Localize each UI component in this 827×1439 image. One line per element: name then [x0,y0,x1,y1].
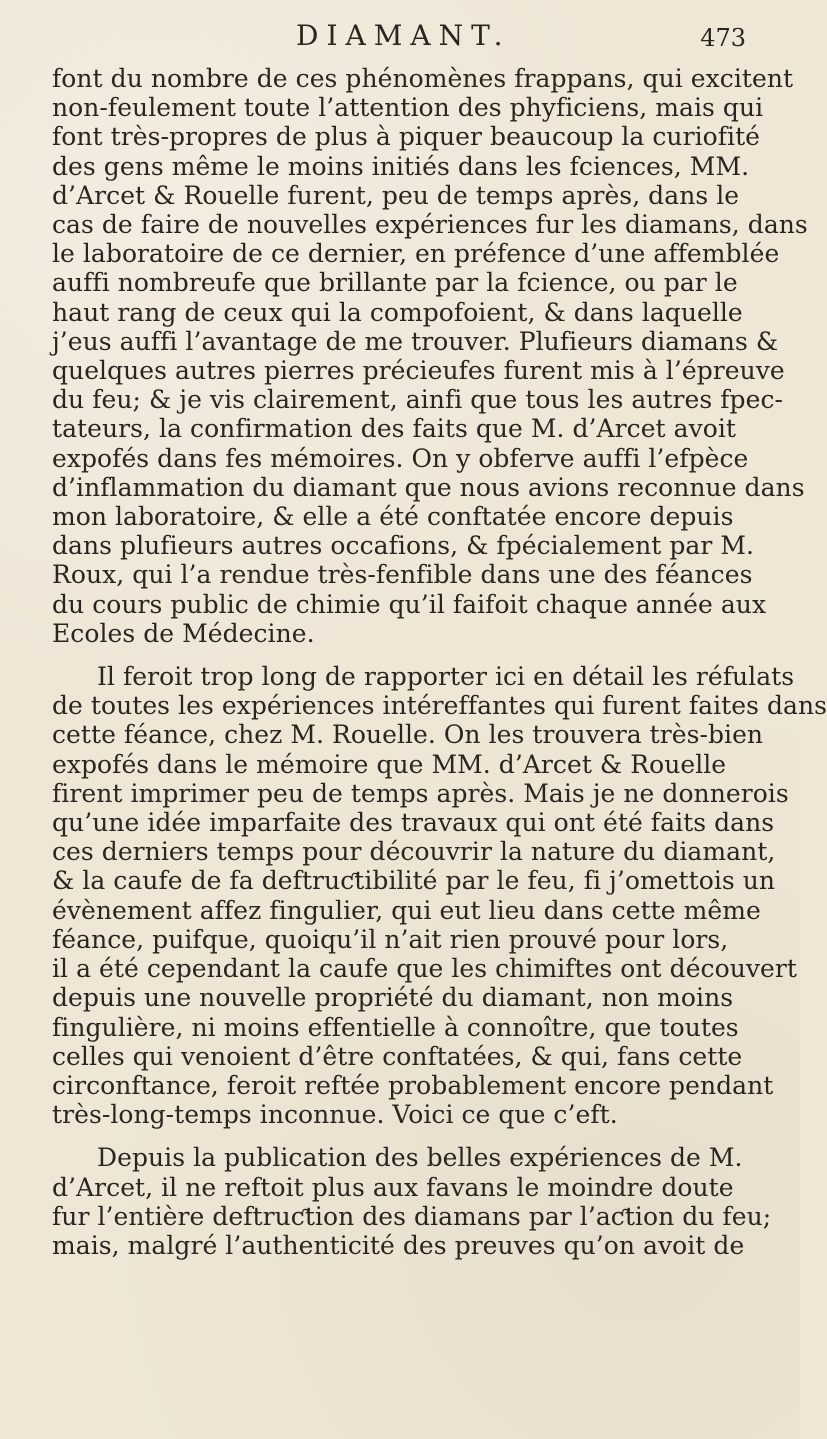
text-line: & la caufe de fa deftruƈtibilité par le feu, fi j’omettois un [52,866,776,896]
text-line: circonftance, feroit reftée probablement encore pendant [52,1070,774,1100]
text-line: auffi nombreufe que brillante par la fcience, ou par le [52,268,738,298]
text-line: très-long-temps inconnue. Voici ce que c’eft. [52,1100,618,1130]
text-line: tateurs, la confirmation des faits que M. d’Arcet avoit [52,414,737,444]
text-line: Il feroit trop long de rapporter ici en détail les réfulats [97,662,795,692]
text-line: il a été cependant la caufe que les chimiftes ont découvert [52,954,797,984]
text-line: évènement affez fingulier, qui eut lieu dans cette même [52,895,761,925]
text-line: qu’une idée imparfaite des travaux qui ont été faits dans [52,808,775,838]
text-line: des gens même le moins initiés dans les fciences, MM. [52,151,750,181]
text-line: féance, puifque, quoiqu’il n’ait rien prouvé pour lors, [52,924,729,954]
text-line: de toutes les expériences intéreffantes qui furent faites dans [52,691,827,721]
body-text [52,64,827,1260]
text-line: d’Arcet & Rouelle furent, peu de temps après, dans le [52,180,740,210]
text-line: du cours public de chimie qu’il faifoit chaque année aux [52,589,767,619]
text-line: dans plufieurs autres occafions, & fpécialement par M. [52,531,755,561]
text-line: j’eus auffi l’avantage de me trouver. Plufieurs diamans & [52,326,779,356]
text-line: quelques autres pierres précieufes furent mis à l’épreuve [52,356,785,386]
text-line: non-feulement toute l’attention des phyficiens, mais qui [52,93,764,123]
text-line: font très-propres de plus à piquer beaucoup la curiofité [52,122,761,152]
paragraph-2 [52,662,827,1130]
text-line: Ecoles de Médecine. [52,618,315,648]
text-line: expofés dans le mémoire que MM. d’Arcet & Rouelle [52,749,727,779]
paragraph-3 [52,1143,772,1260]
page-number: 473 [700,24,746,52]
text-line: du feu; & je vis clairement, ainfi que tous les autres fpec- [52,385,784,415]
text-line: d’Arcet, il ne reftoit plus aux favans le moindre doute [52,1172,734,1202]
text-line: Roux, qui l’a rendue très-fenfible dans une des féances [52,560,753,590]
text-line: cas de faire de nouvelles expériences fur les diamans, dans [52,210,808,240]
text-line: le laboratoire de ce dernier, en préfence d’une affemblée [52,239,780,269]
text-line: haut rang de ceux qui la compofoient, & dans laquelle [52,297,743,327]
text-line: expofés dans fes mémoires. On y obferve auffi l’efpèce [52,443,749,473]
text-line: d’inflammation du diamant que nous avions reconnue dans [52,472,805,502]
page-header [52,18,746,60]
text-line: font du nombre de ces phénomènes frappans, qui excitent [52,64,794,93]
text-line: Depuis la publication des belles expériences de M. [97,1143,743,1173]
text-line: fingulière, ni moins effentielle à connoître, que toutes [52,1012,739,1042]
text-line: celles qui venoient d’être conftatées, & qui, fans cette [52,1041,743,1071]
text-line: firent imprimer peu de temps après. Mais je ne donnerois [52,778,789,808]
text-line: mais, malgré l’authenticité des preuves qu’on avoit de [52,1230,745,1260]
paragraph-1 [52,64,808,648]
text-line: cette féance, chez M. Rouelle. On les trouvera très-bien [52,720,764,750]
text-line: mon laboratoire, & elle a été conftatée encore depuis [52,502,734,532]
text-line: depuis une nouvelle propriété du diamant, non moins [52,983,734,1013]
text-line: fur l’entière deftruƈtion des diamans par l’aƈtion du feu; [52,1201,772,1231]
text-line: ces derniers temps pour découvrir la nature du diamant, [52,837,776,867]
running-head: DIAMANT. [296,19,511,52]
